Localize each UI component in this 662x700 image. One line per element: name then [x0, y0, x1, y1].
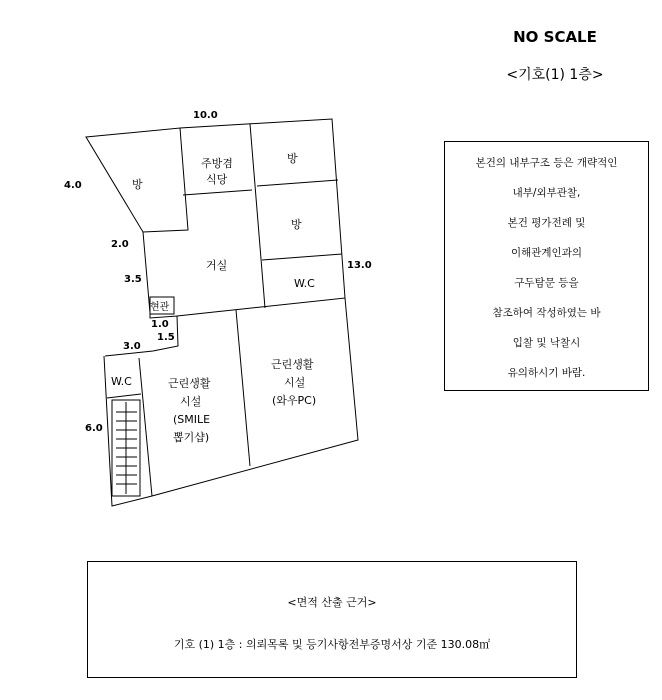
dim-step-2: 3.5 [124, 274, 142, 285]
disclaimer-line: 참조하여 작성하였는 바 [492, 307, 601, 319]
retail-right-label-line1: 근린생활 [271, 358, 314, 371]
wall-retail-divider [236, 310, 250, 466]
retail-left-label-line1: 근린생활 [168, 377, 211, 390]
kitchen-label-line2: 식당 [206, 173, 228, 186]
disclaimer-box [444, 141, 649, 391]
wall-room-top-right-bottom [257, 180, 338, 186]
dim-step-3: 1.0 [151, 319, 169, 330]
disclaimer-line: 구두탐문 등을 [514, 277, 579, 289]
upper-outline [180, 119, 345, 298]
dim-step-5: 3.0 [123, 341, 141, 352]
disclaimer-line: 내부/외부관찰, [512, 187, 581, 199]
area-basis-title: <면적 산출 근거> [287, 596, 377, 609]
room-mid-right-label: 방 [291, 218, 302, 231]
floor-title: <기호(1) 1층> [506, 67, 604, 83]
retail-left-label-line2: 시설 [180, 395, 202, 408]
dim-left-lower: 6.0 [85, 423, 103, 434]
entrance-label: 현관 [150, 302, 170, 313]
disclaimer-line: 본건 평가전례 및 [507, 217, 586, 229]
dim-step-1: 2.0 [111, 239, 129, 250]
wall-wc-lower-bottom [107, 394, 141, 398]
dim-top: 10.0 [193, 110, 218, 121]
disclaimer-line: 유의하시기 바람. [507, 367, 586, 379]
dim-left-upper: 4.0 [64, 180, 82, 191]
room-top-right-label: 방 [287, 152, 298, 165]
disclaimer-line: 본건의 내부구조 등은 개략적인 [475, 157, 618, 169]
retail-right-label-line3: (와우PC) [272, 394, 317, 407]
dim-right: 13.0 [347, 260, 372, 271]
wall-room-mid-right-bottom [262, 254, 342, 260]
area-basis-text: 기호 (1) 1층 : 의뢰목록 및 등기사항전부증명서상 기준 130.08㎡ [173, 638, 491, 651]
wall-living-left [143, 232, 150, 313]
wall-kitchen-right [250, 124, 265, 308]
wall-kitchen-bottom [183, 190, 252, 195]
room-left-label: 방 [132, 178, 143, 191]
disclaimer-line: 이해관계인과의 [510, 247, 582, 259]
disclaimer-line: 입찰 및 낙찰시 [512, 337, 581, 349]
retail-left-label-line3: (SMILE [173, 413, 211, 426]
wc-lower-label: W.C [111, 375, 132, 388]
scale-label: NO SCALE [513, 28, 597, 46]
wc-upper-label: W.C [294, 277, 315, 290]
area-basis-box [87, 561, 577, 678]
living-label: 거실 [206, 259, 228, 272]
retail-left-label-line4: 뽑기샵) [173, 431, 210, 444]
lower-outline [104, 298, 358, 506]
wall-retail-left-divider [139, 358, 152, 496]
retail-right-label-line2: 시설 [284, 376, 306, 389]
kitchen-label-line1: 주방겸 [201, 157, 233, 170]
dim-step-4: 1.5 [157, 332, 175, 343]
